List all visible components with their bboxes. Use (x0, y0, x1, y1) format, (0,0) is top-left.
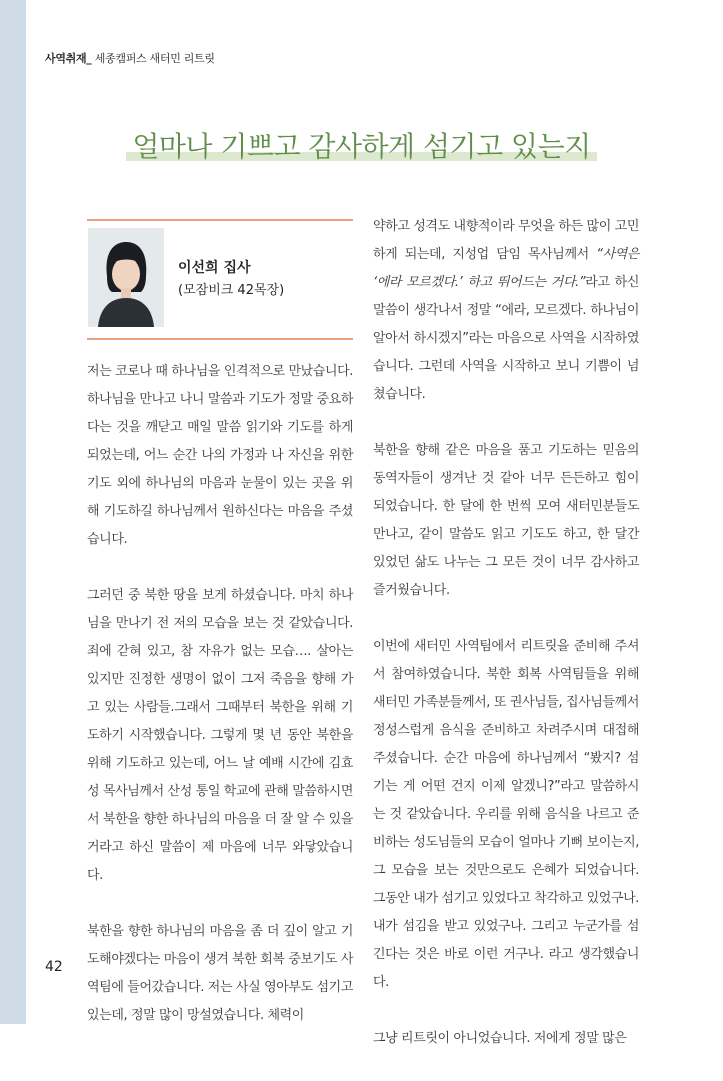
left-paragraph-3: 북한을 향한 하나님의 마음을 좀 더 깊이 알고 기도해야겠다는 마음이 생겨 북한 회복 중보기도 사역팀에 들어갔습니다. 저는 사실 영아부도 섬기고 있는데, 정말 많이 망설였습니다. 체력이 (87, 924, 353, 1023)
right-paragraph-1 (373, 213, 639, 409)
left-paragraph-2: 그러던 중 북한 땅을 보게 하셨습니다. 마치 하나님을 만나기 전 저의 모습을 보는 것 같았습니다. 죄에 갇혀 있고, 참 자유가 없는 모습…. 살아는 있지만 진정한 생명이 없이 그저 죽음을 향해 가고 있는 사람들.그래서 그때부터 북한을 위해 기도하기 시작했습니다. 그렇게 몇 년 동안 북한을 위해 기도하고 있는데, 어느 날 예배 시간에 김효성 목사님께서 산성 통일 학교에 관해 말씀하시면서 북한을 향한 하나님의 마음을 더 잘 알 수 있을 거라고 하신 말씀이 제 마음에 너무 와닿았습니다. (87, 588, 353, 883)
page-header (45, 50, 215, 66)
page-number: 42 (45, 959, 63, 975)
left-paragraph-1: 저는 코로나 때 하나님을 인격적으로 만났습니다. 하나님을 만나고 나니 말씀과 기도가 정말 중요하다는 것을 깨닫고 매일 말씀 읽기와 기도를 하게 되었는데, 어느 순간 나의 가정과 나 자신을 위한 기도 외에 하나님의 마음과 눈물이 있는 곳을 위해 기도하길 하나님께서 원하신다는 마음을 주셨습니다. (87, 364, 353, 547)
right-paragraph-2: 북한을 향해 같은 마음을 품고 기도하는 믿음의 동역자들이 생겨난 것 같아 너무 든든하고 힘이 되었습니다. 한 달에 한 번씩 모여 새터민분들도 만나고, 같이 말씀도 읽고 기도도 하고, 한 달간 있었던 삶도 나누는 그 모든 것이 너무 감사하고 즐거웠습니다. (373, 443, 639, 598)
right-paragraph-1-a: 약하고 성격도 내향적이라 무엇을 하든 많이 고민하게 되는데, 지성업 담임 목사님께서 (373, 219, 639, 262)
author-name: 이선희 집사 (178, 260, 251, 276)
right-paragraph-4: 그냥 리트릿이 아니었습니다. 저에게 정말 많은 (373, 1031, 627, 1046)
header-subtitle: 세종캠퍼스 새터민 리트릿 (94, 52, 215, 65)
author-photo (88, 228, 164, 327)
pastor-quote: “사역은 ‘에라 모르겠다.’ 하고 뛰어드는 거다.” (373, 247, 639, 290)
right-paragraph-3: 이번에 새터민 사역팀에서 리트릿을 준비해 주셔서 참여하였습니다. 북한 회복 사역팀들을 위해 새터민 가족분들께서, 또 권사님들, 집사님들께서 정성스럽게 음식을 준비하고 차려주시며 대접해 주셨습니다. 순간 마음에 하나님께서 “봤지? 섬기는 게 어떤 건지 이제 알겠니?”라고 말씀하시는 것 같았습니다. 우리를 위해 음식을 나르고 준비하는 성도님들의 모습이 얼마나 기뻐 보이는지, 그 모습을 보는 것만으로도 은혜가 되었습니다. 그동안 내가 섬기고 있었다고 착각하고 있었구나. 내가 섬김을 받고 있었구나. 그리고 누군가를 섬긴다는 것은 바로 이런 거구나. 라고 생각했습니다. (373, 639, 639, 990)
right-column (373, 213, 639, 1081)
author-box (87, 219, 353, 340)
author-role: (모잠비크 42목장) (178, 283, 285, 298)
header-section: 사역취재_ (45, 52, 92, 65)
title-wrap (0, 125, 723, 165)
left-column (87, 358, 353, 1058)
article-title: 얼마나 기쁘고 감사하게 섬기고 있는지 (126, 125, 596, 165)
right-paragraph-1-b: 라고 하신 말씀이 생각나서 정말 “에라, 모르겠다. 하나님이 알아서 하시겠지”라는 마음으로 사역을 시작하였습니다. 그런데 사역을 시작하고 보니 기쁨이 넘쳤습니다. (373, 275, 639, 402)
author-photo-image (88, 228, 164, 327)
